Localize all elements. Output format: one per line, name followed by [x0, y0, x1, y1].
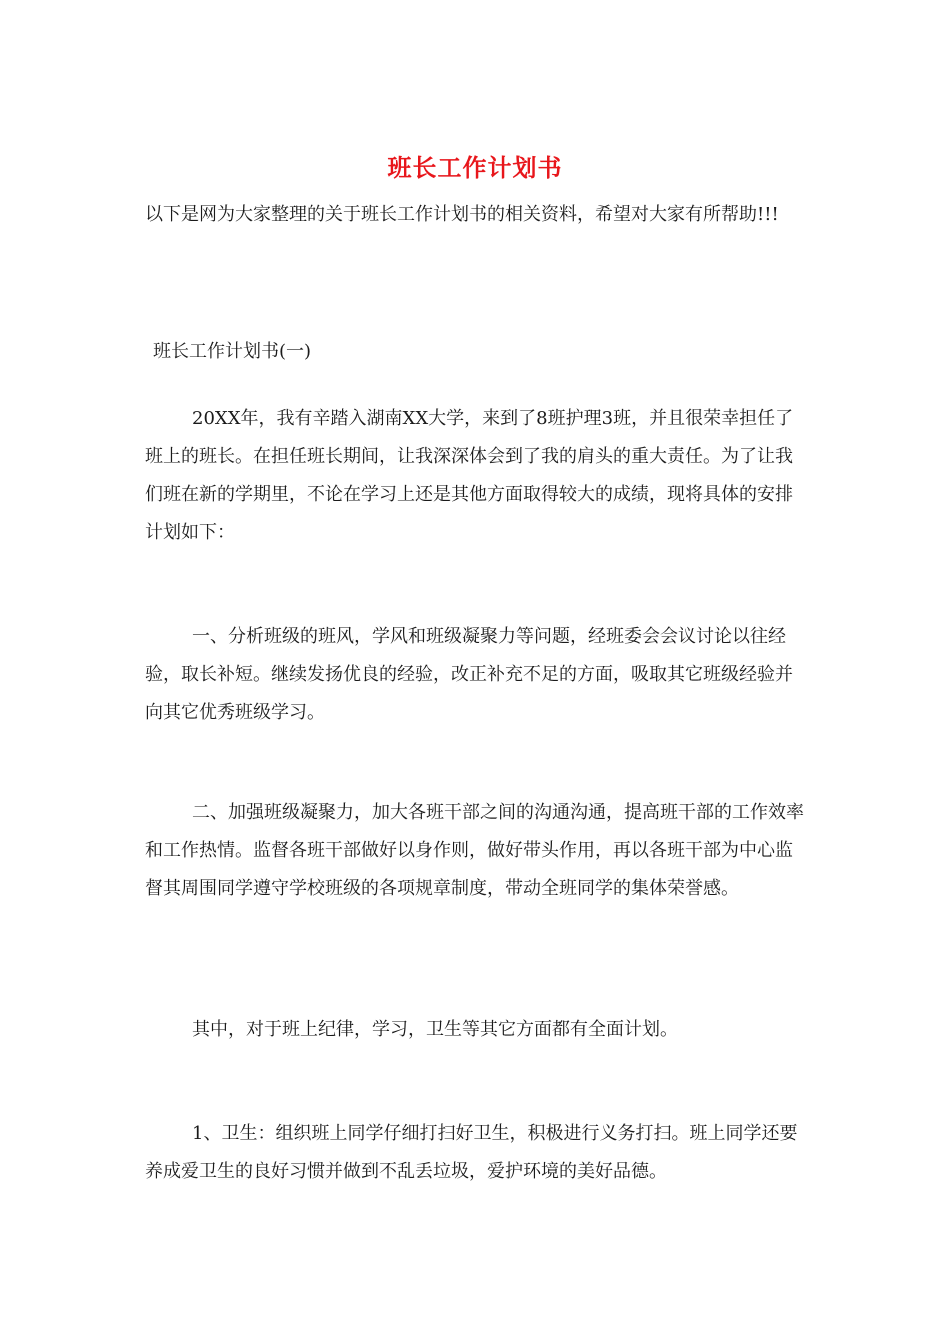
body-paragraph: 其中，对于班上纪律，学习，卫生等其它方面都有全面计划。 — [192, 1019, 678, 1040]
body-paragraph: 二、加强班级凝聚力，加大各班干部之间的沟通沟通，提高班干部的工作效率和工作热情。监督各班干部做好以身作则，做好带头作用，再以各班干部为中心监督其周围同学遵守学校班级的各项规章制度，带动全班同学的集体荣誉感。 — [145, 802, 804, 899]
intro-paragraph: 以下是网为大家整理的关于班长工作计划书的相关资料，希望对大家有所帮助!!! — [145, 204, 779, 225]
document-title: 班长工作计划书 — [387, 153, 563, 182]
body-paragraph: 20XX年，我有辛踏入湖南XX大学，来到了8班护理3班，并且很荣幸担任了班上的班长。在担任班长期间，让我深深体会到了我的肩头的重大责任。为了让我们班在新的学期里，不论在学习上还是其他方面取得较大的成绩，现将具体的安排计划如下： — [145, 408, 794, 543]
body-paragraph: 1、卫生：组织班上同学仔细打扫好卫生，积极进行义务打扫。班上同学还要养成爱卫生的良好习惯并做到不乱丢垃圾，爱护环境的美好品德。 — [145, 1123, 798, 1182]
section-heading: 班长工作计划书(一) — [153, 341, 312, 362]
body-paragraph: 一、分析班级的班风，学风和班级凝聚力等问题，经班委会会议讨论以往经验，取长补短。继续发扬优良的经验，改正补充不足的方面，吸取其它班级经验并向其它优秀班级学习。 — [145, 626, 793, 723]
